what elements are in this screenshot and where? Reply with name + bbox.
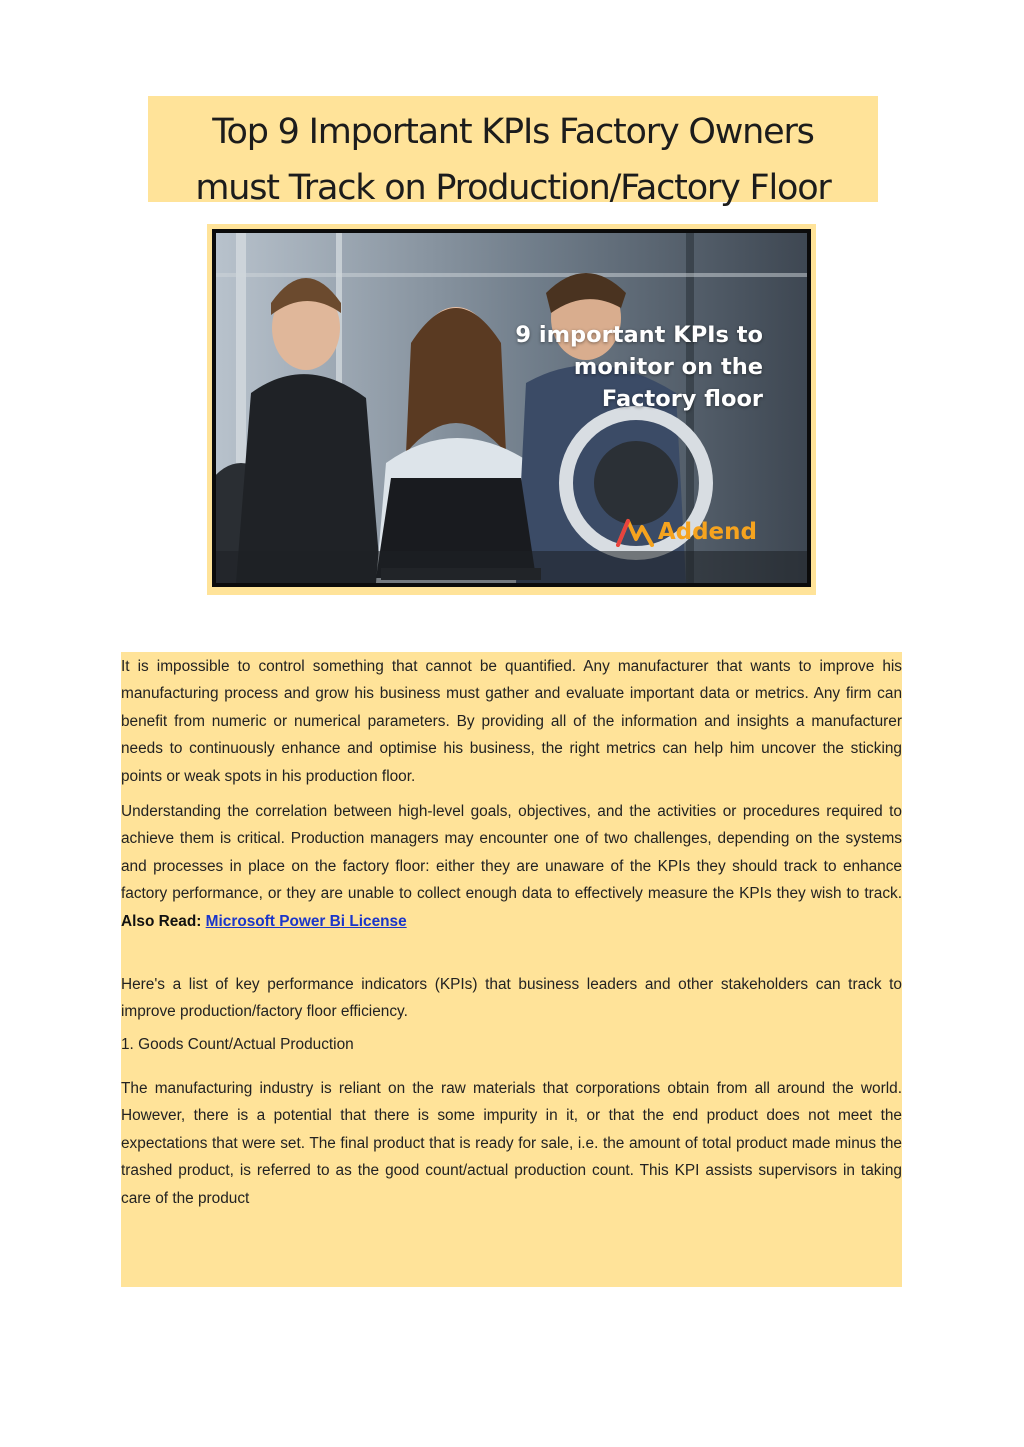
correlation-text: Understanding the correlation between high-level goals, objectives, and the activities or procedures required to achieve them is critical. Production managers may encounter one of two challenges, depending on the systems and processes in place on the factory floor: either they are unaware of the KPIs they should track to enhance factory performance, or they are unable to collect enough data to effectively measure the KPIs they wish to track. (121, 803, 902, 903)
kpi-1-heading: 1. Goods Count/Actual Production (121, 1036, 354, 1053)
addend-logo-icon (616, 517, 654, 547)
addend-logo-text: Addend (657, 519, 757, 545)
intro-paragraph: It is impossible to control something that cannot be quantified. Any manufacturer that wants to improve his manufacturing process and grow his business must gather and evaluate important data or metrics. Any firm can benefit from numeric or numerical parameters. By providing all of the information and insights a manufacturer needs to continuously enhance and optimise his business, the right metrics can help him uncover the sticking points or weak spots in his production floor. (121, 658, 902, 785)
title-line-2: must Track on Production/Factory Floor (195, 168, 831, 208)
addend-logo (616, 517, 757, 547)
title-line-1: Top 9 Important KPIs Factory Owners (212, 112, 814, 152)
article-body (121, 652, 902, 1287)
kpi-list-intro: Here's a list of key performance indicators (KPIs) that business leaders and other stakeholders can track to improve production/factory floor efficiency. (121, 976, 902, 1021)
correlation-paragraph (121, 798, 902, 935)
also-read-label: Also Read: (121, 912, 202, 930)
power-bi-license-link[interactable]: Microsoft Power Bi License (205, 912, 407, 930)
hero-overlay-text: 9 important KPIs to monitor on the Factory floor (515, 322, 763, 412)
page-title (148, 104, 878, 216)
kpi-1-paragraph: The manufacturing industry is reliant on the raw materials that corporations obtain from all around the world. However, there is a potential that there is some impurity in it, or that the end product does not meet the expectations that were set. The final product that is ready for sale, i.e. the amount of total product made minus the trashed product, is referred to as the good count/actual production count. This KPI assists supervisors in taking care of the product (121, 1080, 902, 1207)
hero-image-frame (207, 224, 816, 595)
hero-image (212, 229, 811, 587)
